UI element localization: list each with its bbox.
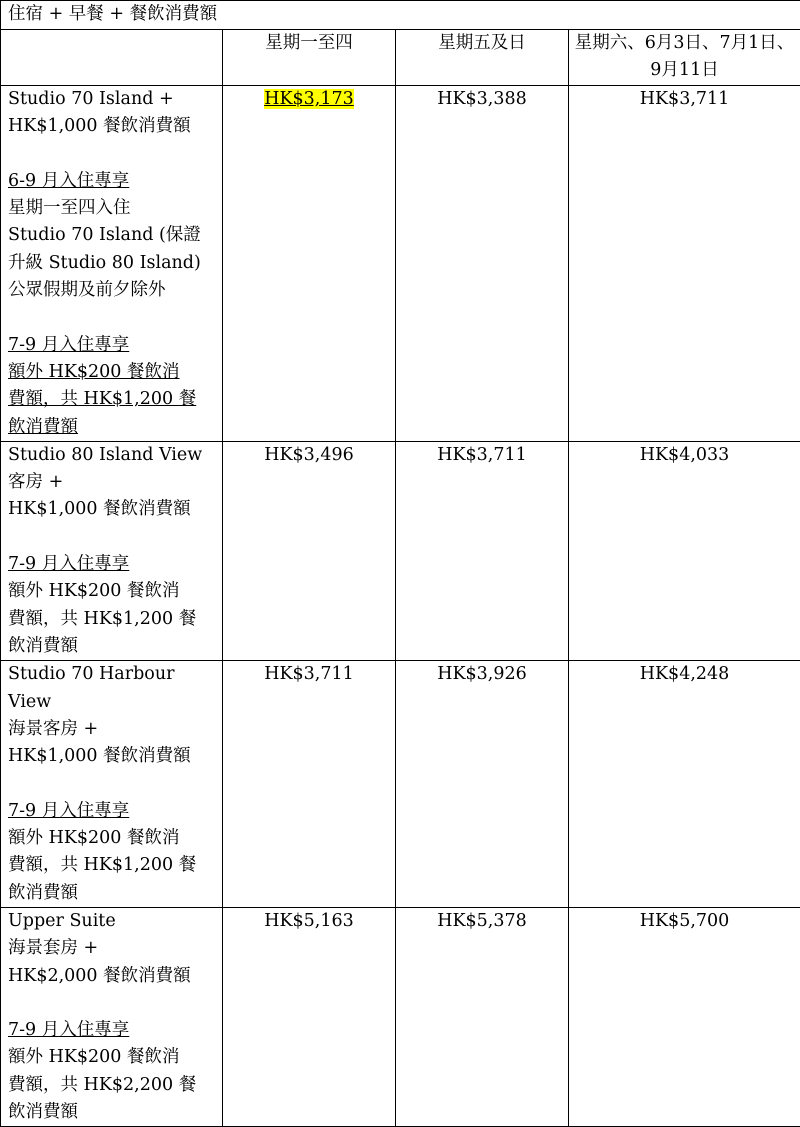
header-sat-holiday: 星期六、6月3日、7月1日、9月11日 xyxy=(569,30,800,86)
table-row xyxy=(1,441,800,660)
price-sat-holiday: HK$5,700 xyxy=(569,907,800,1126)
table-title: 住宿 + 早餐 + 餐飲消費額 xyxy=(1,1,800,30)
offer-line: 額外 HK$200 餐飲消 xyxy=(8,1044,218,1071)
room-line: Studio 70 Harbour View xyxy=(8,661,218,716)
header-room xyxy=(1,30,223,86)
offer-line: 飲消費額 xyxy=(8,880,218,907)
offer-title: 7-9 月入住專享 xyxy=(8,332,218,359)
offer-line: 額外 HK$200 餐飲消 xyxy=(8,825,218,852)
offer-line: 費額，共 HK$1,200 餐 xyxy=(8,386,218,413)
offer-line: 飲消費額 xyxy=(8,633,218,660)
room-line: Studio 70 Island + xyxy=(8,86,218,113)
offer-line: 額外 HK$200 餐飲消 xyxy=(8,359,218,386)
header-fri-sun: 星期五及日 xyxy=(396,30,569,86)
price-sat-holiday: HK$3,711 xyxy=(569,86,800,442)
price-fri-sun: HK$3,926 xyxy=(396,661,569,908)
price-weekday xyxy=(223,86,396,442)
price-weekday: HK$3,711 xyxy=(223,661,396,908)
room-line: 客房 + xyxy=(8,469,218,496)
offer-line: 費額，共 HK$1,200 餐 xyxy=(8,606,218,633)
room-line: Upper Suite xyxy=(8,908,218,935)
price-fri-sun: HK$3,711 xyxy=(396,441,569,660)
price-fri-sun: HK$3,388 xyxy=(396,86,569,442)
room-line: HK$1,000 餐飲消費額 xyxy=(8,743,218,770)
price-sat-holiday: HK$4,033 xyxy=(569,441,800,660)
offer-line: 公眾假期及前夕除外 xyxy=(8,277,218,304)
offer-title: 7-9 月入住專享 xyxy=(8,551,218,578)
price-weekday: HK$3,496 xyxy=(223,441,396,660)
offer-line: 額外 HK$200 餐飲消 xyxy=(8,578,218,605)
room-line: HK$2,000 餐飲消費額 xyxy=(8,963,218,990)
room-cell xyxy=(1,661,223,908)
table-row xyxy=(1,661,800,908)
room-line: HK$1,000 餐飲消費額 xyxy=(8,113,218,140)
offer-title: 6-9 月入住專享 xyxy=(8,168,218,195)
header-weekday: 星期一至四 xyxy=(223,30,396,86)
price-fri-sun: HK$5,378 xyxy=(396,907,569,1126)
room-line: HK$1,000 餐飲消費額 xyxy=(8,496,218,523)
offer-line: 升級 Studio 80 Island) xyxy=(8,250,218,277)
room-line: 海景客房 + xyxy=(8,716,218,743)
offer-line: 飲消費額 xyxy=(8,414,218,441)
room-line: Studio 80 Island View xyxy=(8,442,218,469)
table-row xyxy=(1,86,800,442)
room-line: 海景套房 + xyxy=(8,935,218,962)
offer-line: Studio 70 Island (保證 xyxy=(8,222,218,249)
price-weekday: HK$5,163 xyxy=(223,907,396,1126)
room-cell xyxy=(1,441,223,660)
offer-line: 星期一至四入住 xyxy=(8,195,218,222)
room-cell xyxy=(1,86,223,442)
offer-line: 費額，共 HK$2,200 餐 xyxy=(8,1072,218,1099)
price-sat-holiday: HK$4,248 xyxy=(569,661,800,908)
offer-title: 7-9 月入住專享 xyxy=(8,798,218,825)
offer-line: 費額，共 HK$1,200 餐 xyxy=(8,852,218,879)
offer-line: 飲消費額 xyxy=(8,1099,218,1126)
highlighted-price: HK$3,173 xyxy=(264,89,354,109)
offer-title: 7-9 月入住專享 xyxy=(8,1017,218,1044)
